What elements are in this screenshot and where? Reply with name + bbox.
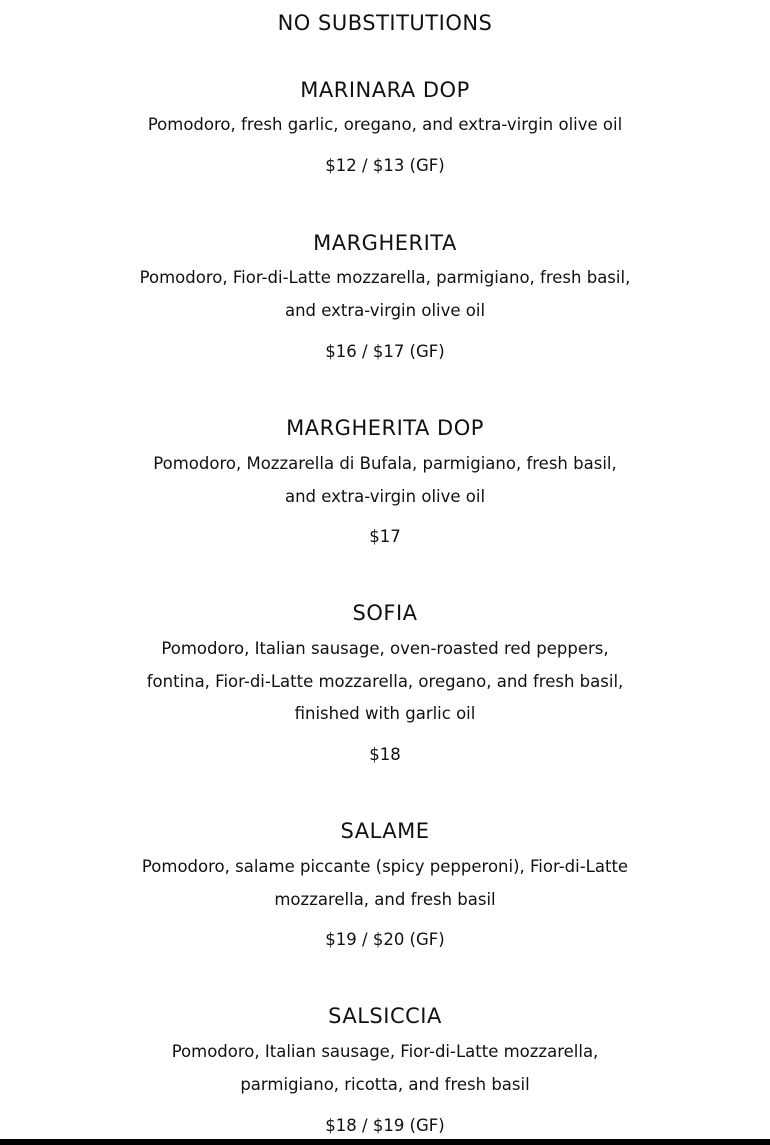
description-line: finished with garlic oil (294, 704, 476, 723)
menu-item-name: SOFIA (352, 601, 418, 625)
description-line: Pomodoro, fresh garlic, oregano, and extra-virgin olive oil (147, 115, 623, 134)
menu-item-price: $18 (369, 745, 401, 764)
menu-item-price: $19 / $20 (GF) (325, 930, 445, 949)
description-line: mozzarella, and fresh basil (274, 889, 496, 909)
description-line: parmigiano, ricotta, and fresh basil (240, 1074, 530, 1094)
description-line: Pomodoro, Mozzarella di Bufala, parmigiano, fresh basil, (153, 454, 617, 473)
description-line: Pomodoro, salame piccante (spicy pepperoni), Fior-di-Latte (141, 857, 629, 876)
menu-item-description (0, 109, 770, 142)
description-line: Pomodoro, Italian sausage, oven-roasted red peppers, (161, 639, 609, 658)
menu-item-price: $16 / $17 (GF) (325, 342, 445, 361)
menu-item-description (0, 448, 770, 513)
menu-item-name: SALAME (340, 819, 430, 843)
menu-item-price: $12 / $13 (GF) (325, 156, 445, 175)
menu-item-price: $18 / $19 (GF) (325, 1116, 445, 1135)
description-line: Pomodoro, Fior-di-Latte mozzarella, parmigiano, fresh basil, (139, 268, 631, 287)
bottom-divider-bar (0, 1139, 770, 1145)
menu-item-name: MARGHERITA DOP (286, 416, 484, 440)
no-substitutions-notice: NO SUBSTITUTIONS (277, 11, 493, 35)
menu-item-description (0, 851, 770, 916)
description-line: Pomodoro, Italian sausage, Fior-di-Latte mozzarella, (171, 1042, 599, 1061)
description-line: and extra-virgin olive oil (284, 486, 486, 506)
menu-item-name: MARINARA DOP (300, 78, 470, 102)
description-line: and extra-virgin olive oil (284, 300, 486, 320)
menu-item-name: SALSICCIA (328, 1004, 442, 1028)
menu-item-price: $17 (369, 527, 401, 546)
menu-item-description (0, 1036, 770, 1101)
description-line: fontina, Fior-di-Latte mozzarella, oregano, and fresh basil, (146, 671, 624, 691)
menu-item-description (0, 262, 770, 327)
menu-item-description (0, 633, 770, 731)
menu-item-name: MARGHERITA (313, 231, 457, 255)
